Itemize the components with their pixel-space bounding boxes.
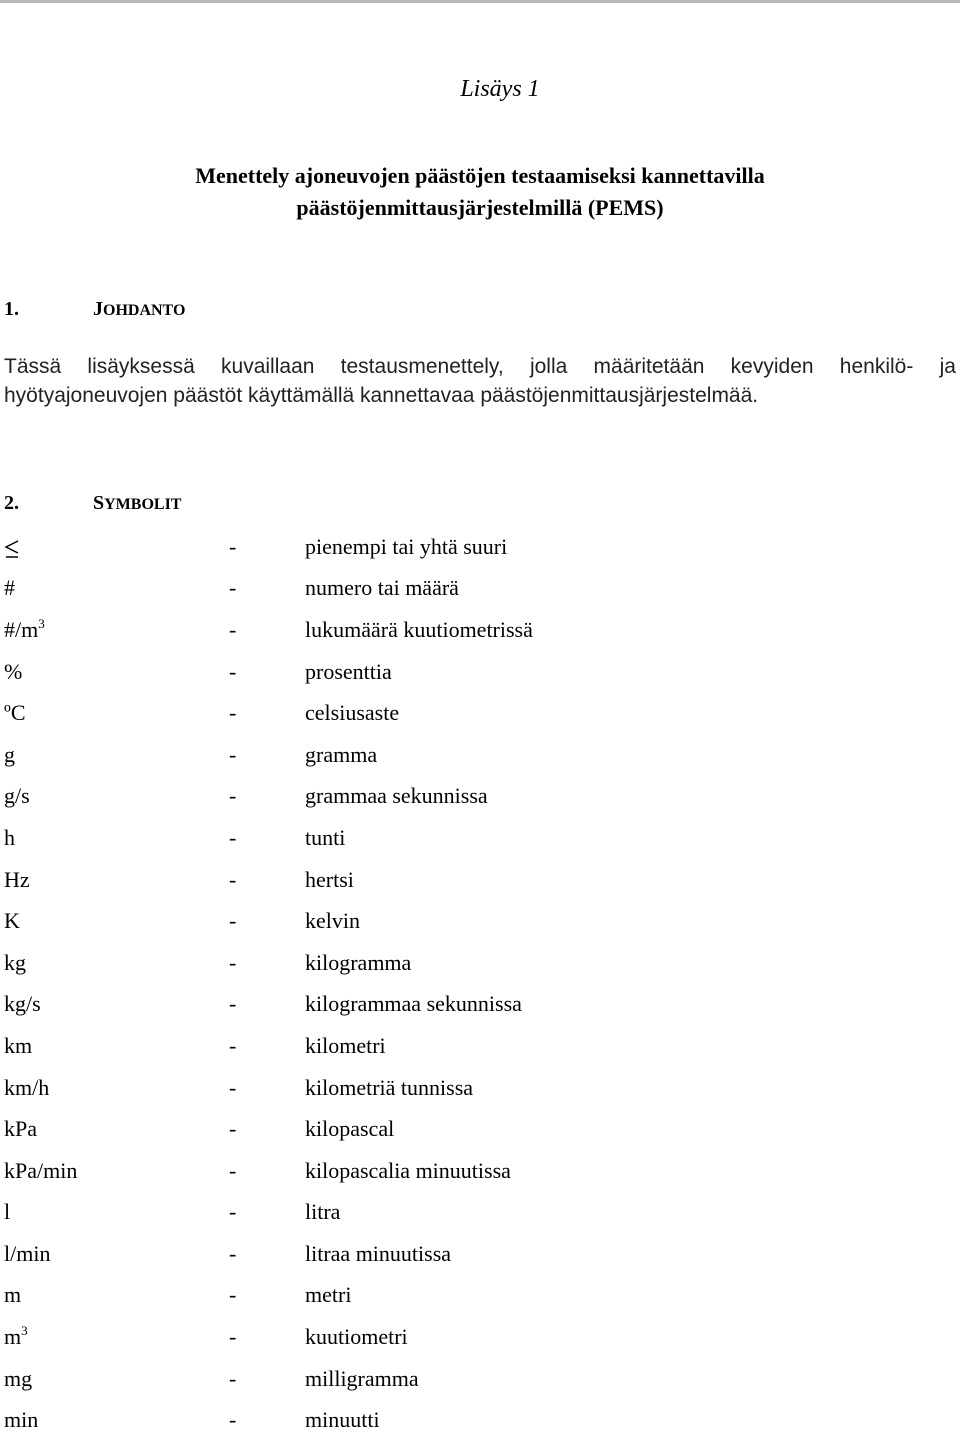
introduction-word: ja: [939, 355, 956, 378]
symbol-dash: -: [229, 1116, 237, 1142]
introduction-line-2: hyötyajoneuvojen päästöt käyttämällä kannettavaa päästöjenmittausjärjestelmää.: [4, 384, 759, 407]
section-title-rest: YMBOLIT: [104, 496, 182, 513]
symbol-row: [4, 1233, 934, 1275]
symbol-description: kilometri: [305, 1032, 386, 1058]
symbol: [4, 1033, 229, 1059]
symbol-description: kilopascalia minuutissa: [305, 1157, 511, 1183]
symbol-superscript: 3: [21, 1323, 28, 1339]
symbol-superscript: 3: [38, 615, 45, 631]
introduction-word: määritetään: [593, 355, 705, 378]
symbol-description: gramma: [305, 741, 378, 767]
symbol-text: l/min: [4, 1240, 51, 1266]
symbol-dash: -: [229, 949, 237, 975]
symbol-dash: -: [229, 616, 237, 642]
symbol-row: [4, 942, 934, 984]
symbol-row: [4, 651, 934, 693]
symbol-description: minuutti: [305, 1407, 380, 1433]
introduction-word: henkilö-: [839, 355, 914, 378]
symbol-row: [4, 609, 934, 651]
symbol-description: kelvin: [305, 908, 360, 934]
less-than-or-equal-icon: [4, 540, 20, 558]
document-title: [0, 160, 960, 224]
symbol-row: [4, 1150, 934, 1192]
symbol: [4, 659, 229, 685]
symbol-text: Hz: [4, 866, 30, 892]
symbol-row: [4, 1192, 934, 1234]
symbol-dash: -: [229, 1074, 237, 1100]
symbol-row: [4, 1399, 934, 1441]
symbol-description: kilometriä tunnissa: [305, 1074, 474, 1100]
symbol-description: metri: [305, 1282, 352, 1308]
symbol-dash: -: [229, 1365, 237, 1391]
symbol-row: [4, 900, 934, 942]
annex-label: Lisäys 1: [460, 76, 540, 102]
symbol: [4, 867, 229, 893]
symbol-row: [4, 526, 934, 568]
symbol-row: [4, 692, 934, 734]
introduction-word: Tässä: [4, 355, 62, 378]
symbol: [4, 1282, 229, 1308]
symbol: [4, 908, 229, 934]
symbol: [4, 1366, 229, 1392]
symbol-text: m: [4, 1282, 22, 1308]
symbol-description: lukumäärä kuutiometrissä: [305, 616, 533, 642]
symbol: [4, 1116, 229, 1142]
symbol-dash: -: [229, 741, 237, 767]
symbol-text: %: [4, 658, 23, 684]
symbols-list: [4, 526, 934, 1441]
introduction-word: kevyiden: [730, 355, 814, 378]
symbol: [4, 700, 229, 726]
symbol-description: litraa minuutissa: [305, 1240, 452, 1266]
symbol: [4, 991, 229, 1017]
symbol-row: [4, 859, 934, 901]
symbol-dash: -: [229, 1324, 237, 1350]
symbol-description: kilogramma: [305, 949, 412, 975]
section-title-initial: J: [93, 298, 103, 320]
symbol: [4, 575, 229, 601]
symbol-description: grammaa sekunnissa: [305, 783, 488, 809]
symbol: [4, 950, 229, 976]
symbol-dash: -: [229, 824, 237, 850]
symbol-row: [4, 734, 934, 776]
symbol-description: numero tai määrä: [305, 575, 459, 601]
symbol-description: kilogrammaa sekunnissa: [305, 991, 522, 1017]
symbol: [4, 1075, 229, 1101]
symbol-dash: -: [229, 1157, 237, 1183]
document-title-line-1: Menettely ajoneuvojen päästöjen testaamiseksi kannettavilla: [195, 163, 765, 188]
symbol-description: prosenttia: [305, 658, 392, 684]
introduction-word: kuvaillaan: [221, 355, 315, 378]
symbol-row: [4, 1275, 934, 1317]
symbol-dash: -: [229, 700, 237, 726]
section-title: [93, 298, 185, 321]
symbol-dash: -: [229, 1032, 237, 1058]
top-rule: [0, 0, 960, 3]
symbol-row: [4, 1067, 934, 1109]
section-title: [93, 492, 181, 515]
symbol-dash: -: [229, 575, 237, 601]
introduction-line-1: [4, 352, 956, 381]
introduction-word: jolla: [529, 355, 568, 378]
symbol: [4, 1158, 229, 1184]
symbol-text: g: [4, 741, 15, 767]
symbol-text: h: [4, 824, 15, 850]
symbol-dash: -: [229, 1407, 237, 1433]
symbol: [4, 783, 229, 809]
symbol: [4, 1407, 229, 1433]
symbol-row: [4, 984, 934, 1026]
symbol-row: [4, 1358, 934, 1400]
section-heading-symbols: [4, 492, 181, 515]
symbol-text: km: [4, 1032, 33, 1058]
symbol-text: #: [4, 575, 15, 601]
section-number: 2.: [4, 492, 19, 514]
symbol-dash: -: [229, 658, 237, 684]
symbol-dash: -: [229, 1240, 237, 1266]
symbol-description: kuutiometri: [305, 1324, 408, 1350]
symbol-description: milligramma: [305, 1365, 419, 1391]
symbol-description: kilopascal: [305, 1116, 395, 1142]
symbol-description: pienempi tai yhtä suuri: [305, 533, 508, 559]
document-title-line-2: päästöjenmittausjärjestelmillä (PEMS): [296, 195, 664, 220]
symbol-dash: -: [229, 533, 237, 559]
symbol-description: celsiusaste: [305, 700, 400, 726]
symbol-description: hertsi: [305, 866, 354, 892]
symbol-dash: -: [229, 991, 237, 1017]
symbol-dash: -: [229, 1282, 237, 1308]
symbol-text: kPa: [4, 1116, 37, 1142]
symbol-row: [4, 1025, 934, 1067]
symbol-row: [4, 1108, 934, 1150]
symbol-text: g/s: [4, 783, 30, 809]
symbol: [4, 617, 229, 643]
symbol-row: [4, 1316, 934, 1358]
symbol-dash: -: [229, 1199, 237, 1225]
symbol-text: mg: [4, 1365, 33, 1391]
symbol-row: [4, 568, 934, 610]
symbol-row: [4, 817, 934, 859]
section-title-initial: S: [93, 492, 105, 514]
symbol-description: tunti: [305, 824, 346, 850]
symbol-text: kg: [4, 949, 26, 975]
symbol-dash: -: [229, 866, 237, 892]
symbol-text: kg/s: [4, 991, 41, 1017]
symbol: [4, 1199, 229, 1225]
symbol: [4, 825, 229, 851]
symbol-text: m: [4, 1324, 22, 1350]
introduction-paragraph: [4, 352, 956, 410]
symbol-text: K: [4, 908, 20, 934]
symbol: [4, 742, 229, 768]
symbol-text: l: [4, 1199, 11, 1225]
symbol-text: kPa/min: [4, 1157, 78, 1183]
symbol-row: [4, 776, 934, 818]
symbol: [4, 1241, 229, 1267]
section-number: 1.: [4, 298, 19, 320]
symbol-dash: -: [229, 908, 237, 934]
less-than-or-equal-icon: [4, 534, 229, 560]
symbol-text: #/m: [4, 616, 39, 642]
symbol: [4, 1324, 229, 1350]
section-title-rest: OHDANTO: [103, 302, 186, 319]
symbol-dash: -: [229, 783, 237, 809]
symbol-text: ºC: [4, 700, 26, 726]
symbol-description: litra: [305, 1199, 341, 1225]
introduction-word: lisäyksessä: [87, 355, 195, 378]
introduction-word: testausmenettely,: [340, 355, 504, 378]
symbol-text: min: [4, 1407, 39, 1433]
section-heading-introduction: [4, 298, 185, 321]
symbol-text: km/h: [4, 1074, 50, 1100]
